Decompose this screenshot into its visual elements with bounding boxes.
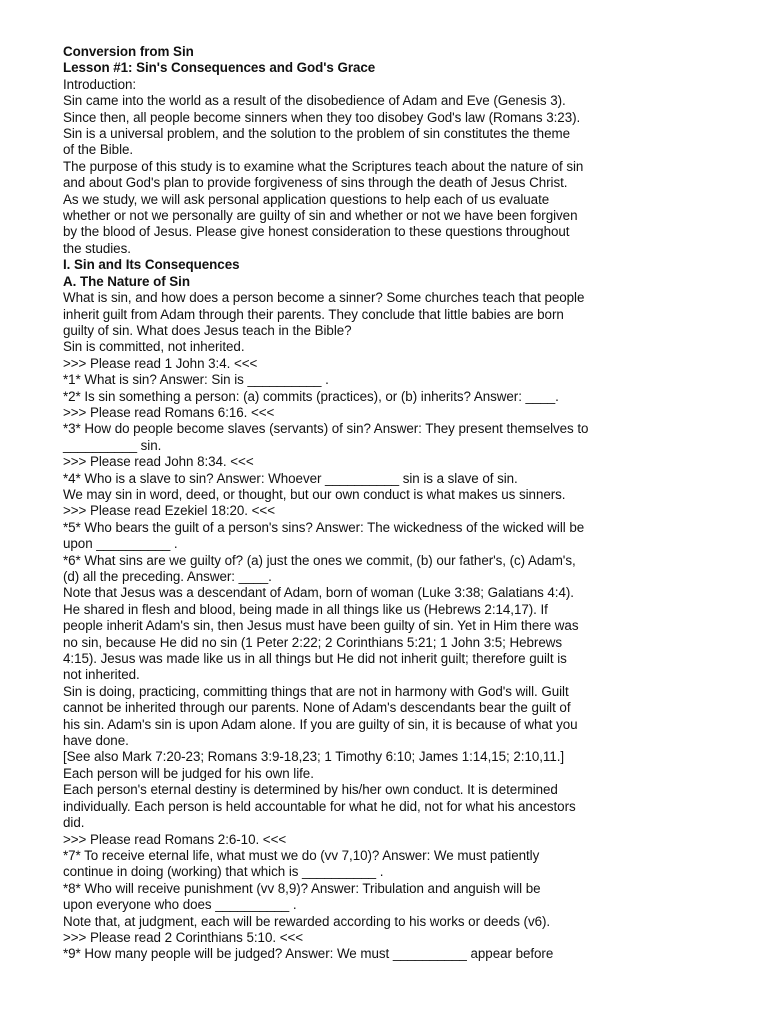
text-line: guilty of sin. What does Jesus teach in the Bible? — [63, 322, 352, 338]
text-line: The purpose of this study is to examine what the Scriptures teach about the nature of sin — [63, 158, 584, 174]
text-line: Sin is doing, practicing, committing things that are not in harmony with God's will. Guilt — [63, 683, 569, 699]
text-line: *7* To receive eternal life, what must we do (vv 7,10)? Answer: We must patiently — [63, 847, 540, 863]
text-line: individually. Each person is held accountable for what he did, not for what his ancestors — [63, 798, 576, 814]
text-line: Since then, all people become sinners when they too disobey God's law (Romans 3:23). — [63, 109, 581, 125]
text-line: __________ sin. — [63, 437, 162, 453]
text-line: *3* How do people become slaves (servants) of sin? Answer: They present themselves to — [63, 421, 589, 437]
text-line: >>> Please read Romans 6:16. <<< — [63, 404, 275, 420]
text-line: *1* What is sin? Answer: Sin is __________ . — [63, 372, 329, 388]
text-line: inherit guilt from Adam through their parents. They conclude that little babies are born — [63, 306, 564, 322]
text-line: the studies. — [63, 240, 131, 256]
text-line: people inherit Adam's sin, then Jesus must have been guilty of sin. Yet in Him there was — [63, 618, 579, 634]
text-line: did. — [63, 815, 85, 831]
text-line: [See also Mark 7:20-23; Romans 3:9-18,23; 1 Timothy 6:10; James 1:14,15; 2:10,11.] — [63, 749, 565, 765]
text-line: by the blood of Jesus. Please give honest consideration to these questions throughout — [63, 224, 570, 240]
text-line: 4:15). Jesus was made like us in all things but He did not inherit guilt; therefore guilt is — [63, 651, 567, 667]
text-line: *6* What sins are we guilty of? (a) just the ones we commit, (b) our father's, (c) Adam's, — [63, 552, 576, 568]
text-line: *4* Who is a slave to sin? Answer: Whoever __________ sin is a slave of sin. — [63, 470, 518, 486]
text-line: What is sin, and how does a person become a sinner? Some churches teach that people — [63, 290, 585, 306]
text-line: Each person's eternal destiny is determined by his/her own conduct. It is determined — [63, 782, 558, 798]
text-line: Sin came into the world as a result of the disobedience of Adam and Eve (Genesis 3). — [63, 93, 566, 109]
heading-line: I. Sin and Its Consequences — [63, 257, 240, 273]
text-line: of the Bible. — [63, 142, 134, 158]
text-line: whether or not we personally are guilty of sin and whether or not we have been forgiven — [63, 208, 578, 224]
text-line: (d) all the preceding. Answer: ____. — [63, 569, 272, 584]
text-line: and about God's plan to provide forgiveness of sins through the death of Jesus Christ. — [63, 175, 568, 191]
text-line: have done. — [63, 733, 129, 749]
text-line: Sin is a universal problem, and the solution to the problem of sin constitutes the theme — [63, 126, 570, 142]
text-line: We may sin in word, deed, or thought, but our own conduct is what makes us sinners. — [63, 486, 566, 502]
text-line: >>> Please read John 8:34. <<< — [63, 454, 254, 470]
text-line: upon __________ . — [63, 536, 178, 552]
text-line: cannot be inherited through our parents. None of Adam's descendants bear the guilt of — [63, 700, 571, 716]
text-line: >>> Please read Romans 2:6-10. <<< — [63, 831, 287, 847]
text-line: no sin, because He did no sin (1 Peter 2:22; 2 Corinthians 5:21; 1 John 3:5; Hebrews — [63, 634, 562, 650]
text-line: Introduction: — [63, 76, 137, 92]
text-line: Note that Jesus was a descendant of Adam, born of woman (Luke 3:38; Galatians 4:4). — [63, 585, 574, 601]
heading-line: Lesson #1: Sin's Consequences and God's Grace — [63, 60, 376, 76]
heading-line: Conversion from Sin — [63, 44, 194, 59]
text-line: *8* Who will receive punishment (vv 8,9)? Answer: Tribulation and anguish will be — [63, 880, 541, 896]
heading-line: A. The Nature of Sin — [63, 273, 190, 289]
text-line: He shared in flesh and blood, being made in all things like us (Hebrews 2:14,17). If — [63, 601, 548, 617]
text-line: his sin. Adam's sin is upon Adam alone. If you are guilty of sin, it is because of what you — [63, 716, 578, 732]
text-line: Each person will be judged for his own life. — [63, 765, 314, 781]
text-line: continue in doing (working) that which is __________ . — [63, 864, 384, 880]
text-line: upon everyone who does __________ . — [63, 897, 297, 913]
text-line: >>> Please read Ezekiel 18:20. <<< — [63, 503, 275, 519]
document-page — [63, 44, 623, 963]
text-line: As we study, we will ask personal application questions to help each of us evaluate — [63, 191, 550, 207]
text-line: Sin is committed, not inherited. — [63, 339, 245, 355]
text-line: >>> Please read 1 John 3:4. <<< — [63, 355, 258, 371]
text-line: not inherited. — [63, 667, 140, 683]
text-line: *5* Who bears the guilt of a person's sins? Answer: The wickedness of the wicked will be — [63, 519, 585, 535]
text-line: >>> Please read 2 Corinthians 5:10. <<< — [63, 929, 303, 945]
text-line: *9* How many people will be judged? Answer: We must __________ appear before — [63, 946, 554, 962]
text-line: Note that, at judgment, each will be rewarded according to his works or deeds (v6). — [63, 913, 551, 929]
text-line: *2* Is sin something a person: (a) commits (practices), or (b) inherits? Answer: ____. — [63, 388, 559, 404]
